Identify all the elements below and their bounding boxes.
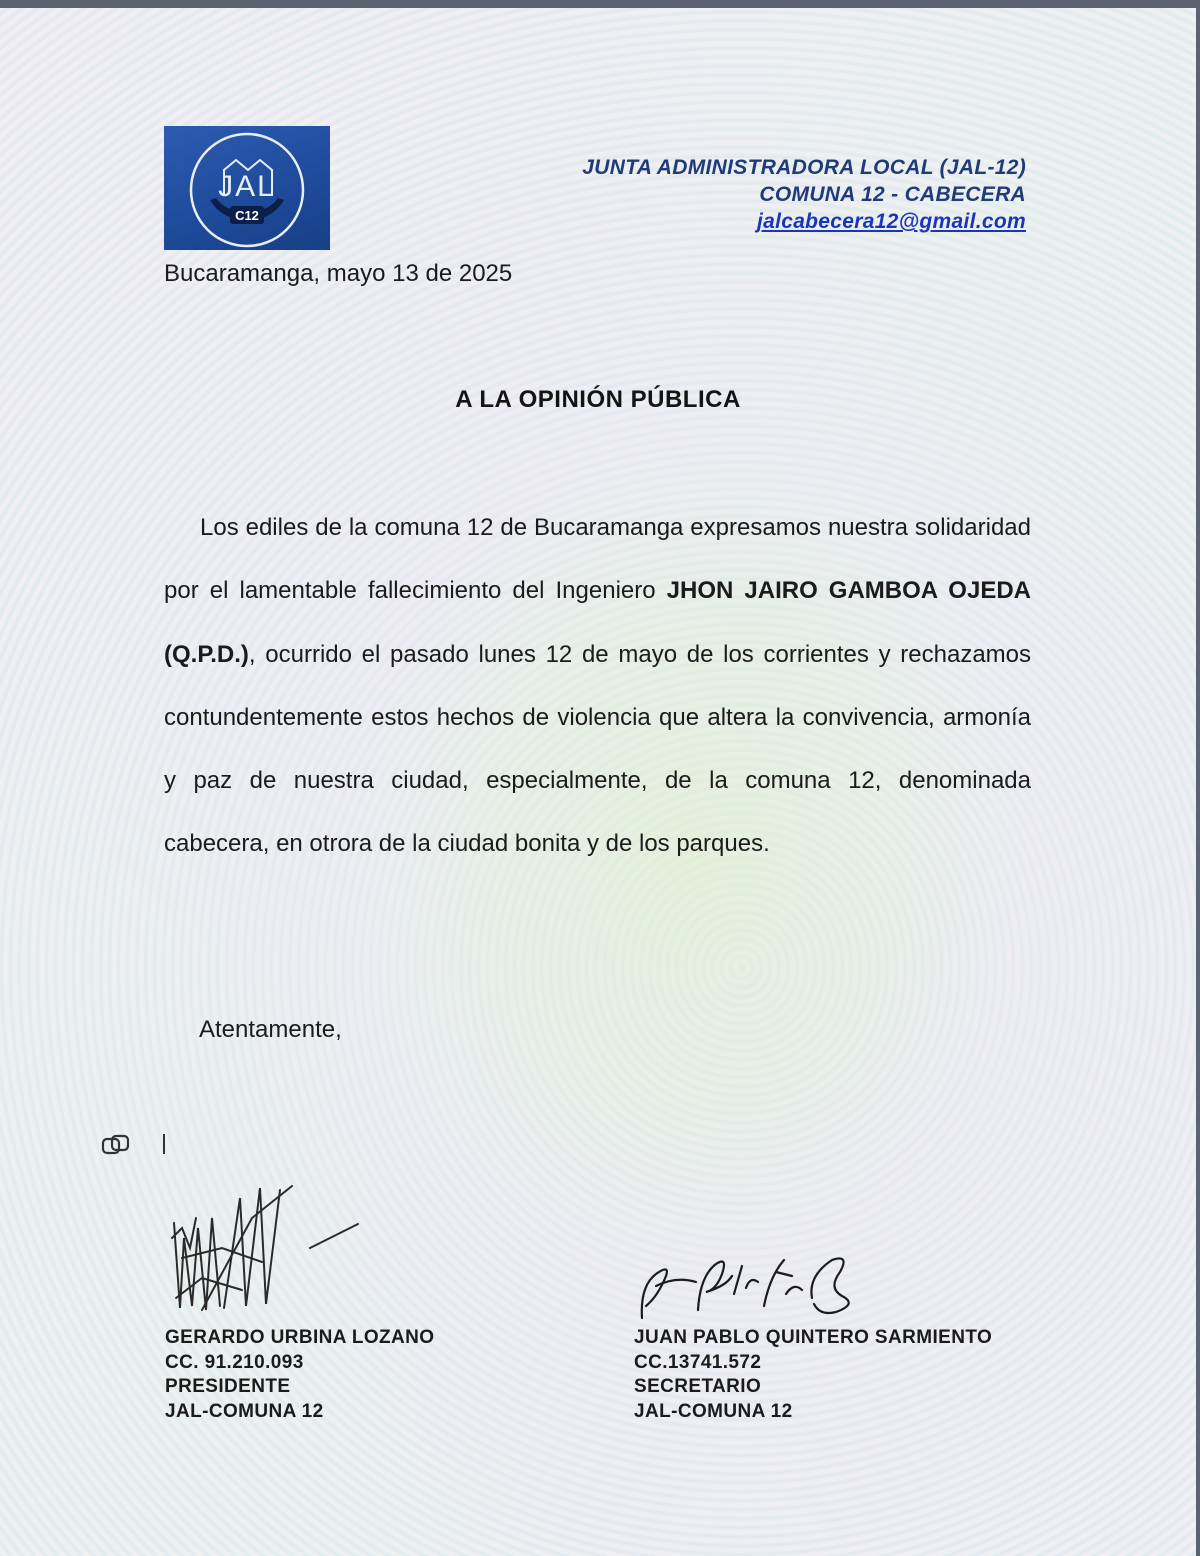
logo-badge: C12 xyxy=(235,208,259,223)
signer-president xyxy=(165,1326,434,1424)
signature-secretary xyxy=(636,1246,866,1326)
signer-id: CC.13741.572 xyxy=(634,1351,762,1373)
deceased-name: JHON JAIRO GAMBOA OJEDA (Q.P.D.) xyxy=(164,577,1031,668)
logo-text: JAL xyxy=(218,170,276,203)
signer-org: JAL-COMUNA 12 xyxy=(165,1400,324,1422)
letter-title: A LA OPINIÓN PÚBLICA xyxy=(455,386,741,413)
signature-president xyxy=(162,1178,362,1323)
jal-logo xyxy=(164,126,330,250)
signer-org: JAL-COMUNA 12 xyxy=(634,1400,793,1422)
body-part-2: , ocurrido el pasado lunes 12 de mayo de los corrientes y rechazamos contundentemente estos hechos de violencia que altera la convivencia, armonía y paz de nuestra ciudad, especialmente, de la comuna 12, denominada cabecera, en otrora de la ciudad bonita y de los parques. xyxy=(164,640,1031,858)
jal-logo-emblem xyxy=(164,126,330,250)
signer-name: GERARDO URBINA LOZANO xyxy=(165,1327,435,1348)
body-part-1: Los ediles de la comuna 12 de Bucaramanga expresamos nuestra solidaridad por el lamentable fallecimiento del Ingeniero xyxy=(164,514,1031,605)
signer-id: CC. 91.210.093 xyxy=(165,1351,304,1373)
signer-role: SECRETARIO xyxy=(634,1376,762,1397)
signer-name: JUAN PABLO QUINTERO SARMIENTO xyxy=(634,1327,993,1348)
overlay-copy-icon xyxy=(100,1132,132,1160)
letterhead-email-link[interactable]: jalcabecera12@gmail.com xyxy=(756,210,1026,233)
signer-secretary xyxy=(634,1326,992,1424)
letter-date: Bucaramanga, mayo 13 de 2025 xyxy=(164,260,513,287)
text-cursor-icon xyxy=(163,1134,165,1154)
letterhead-org: JUNTA ADMINISTRADORA LOCAL (JAL-12) xyxy=(582,156,1026,179)
letter-body xyxy=(164,496,1031,876)
closing-salutation: Atentamente, xyxy=(199,1016,342,1043)
letterhead xyxy=(582,154,1026,235)
letterhead-commune: COMUNA 12 - CABECERA xyxy=(759,183,1026,206)
signer-role: PRESIDENTE xyxy=(165,1376,291,1397)
document-page xyxy=(0,8,1196,1556)
